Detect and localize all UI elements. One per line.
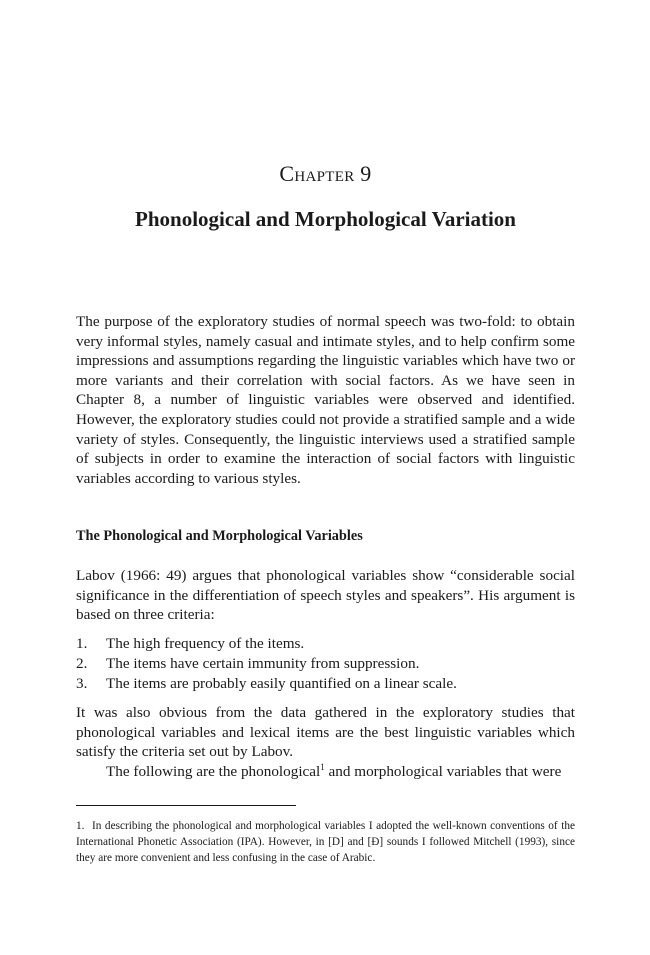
following-paragraph: [76, 762, 575, 782]
footnote-divider: [76, 805, 296, 806]
labov-paragraph: Labov (1966: 49) argues that phonological variables show “considerable social significance in the differentiation of speech styles and speakers”. His argument is based on three criteria:: [76, 567, 575, 624]
list-item-number: 1.: [76, 635, 88, 652]
list-item: [76, 634, 575, 654]
chapter-label: Chapter 9: [279, 161, 372, 186]
footnote: [76, 818, 575, 866]
list-item-text: The items are probably easily quantified on a linear scale.: [106, 674, 457, 692]
list-item-number: 2.: [76, 654, 88, 672]
book-page: [76, 0, 575, 955]
following-paragraph-start: The following are the phonological: [106, 763, 321, 780]
list-item: [76, 674, 575, 694]
chapter-title: Phonological and Morphological Variation: [135, 207, 516, 231]
obvious-paragraph: It was also obvious from the data gathered in the exploratory studies that phonological variables and lexical items are the best linguistic variables which satisfy the criteria set out by Labov.: [76, 704, 575, 761]
footnote-number: 1.: [76, 820, 85, 832]
list-item-text: The items have certain immunity from suppression.: [106, 654, 420, 672]
list-item-number: 3.: [76, 674, 88, 692]
section-heading: The Phonological and Morphological Variables: [76, 528, 363, 544]
footnote-reference[interactable]: 1: [320, 762, 325, 772]
footnote-text: In describing the phonological and morphological variables I adopted the well-known conventions of the International Phonetic Association (IPA). However, in [D] and [Ɖ] sounds I followed Mitchell (1993), since they are more convenient and less confusing in the case of Arabic.: [76, 820, 575, 864]
criteria-list: [76, 634, 575, 693]
following-paragraph-end: and morphological variables that were: [324, 763, 562, 780]
list-item-text: The high frequency of the items.: [106, 635, 305, 652]
list-item: [76, 654, 575, 674]
intro-paragraph: The purpose of the exploratory studies of normal speech was two-fold: to obtain very informal styles, namely casual and intimate styles, and to help confirm some impressions and assumptions regarding the linguistic variables which have two or more variants and their correlation with social factors. As we have seen in Chapter 8, a number of linguistic variables were observed and identified. However, the exploratory studies could not provide a stratified sample and a wide variety of styles. Consequently, the linguistic interviews used a stratified sample of subjects in order to examine the interaction of social factors with linguistic variables according to various styles.: [76, 313, 575, 487]
